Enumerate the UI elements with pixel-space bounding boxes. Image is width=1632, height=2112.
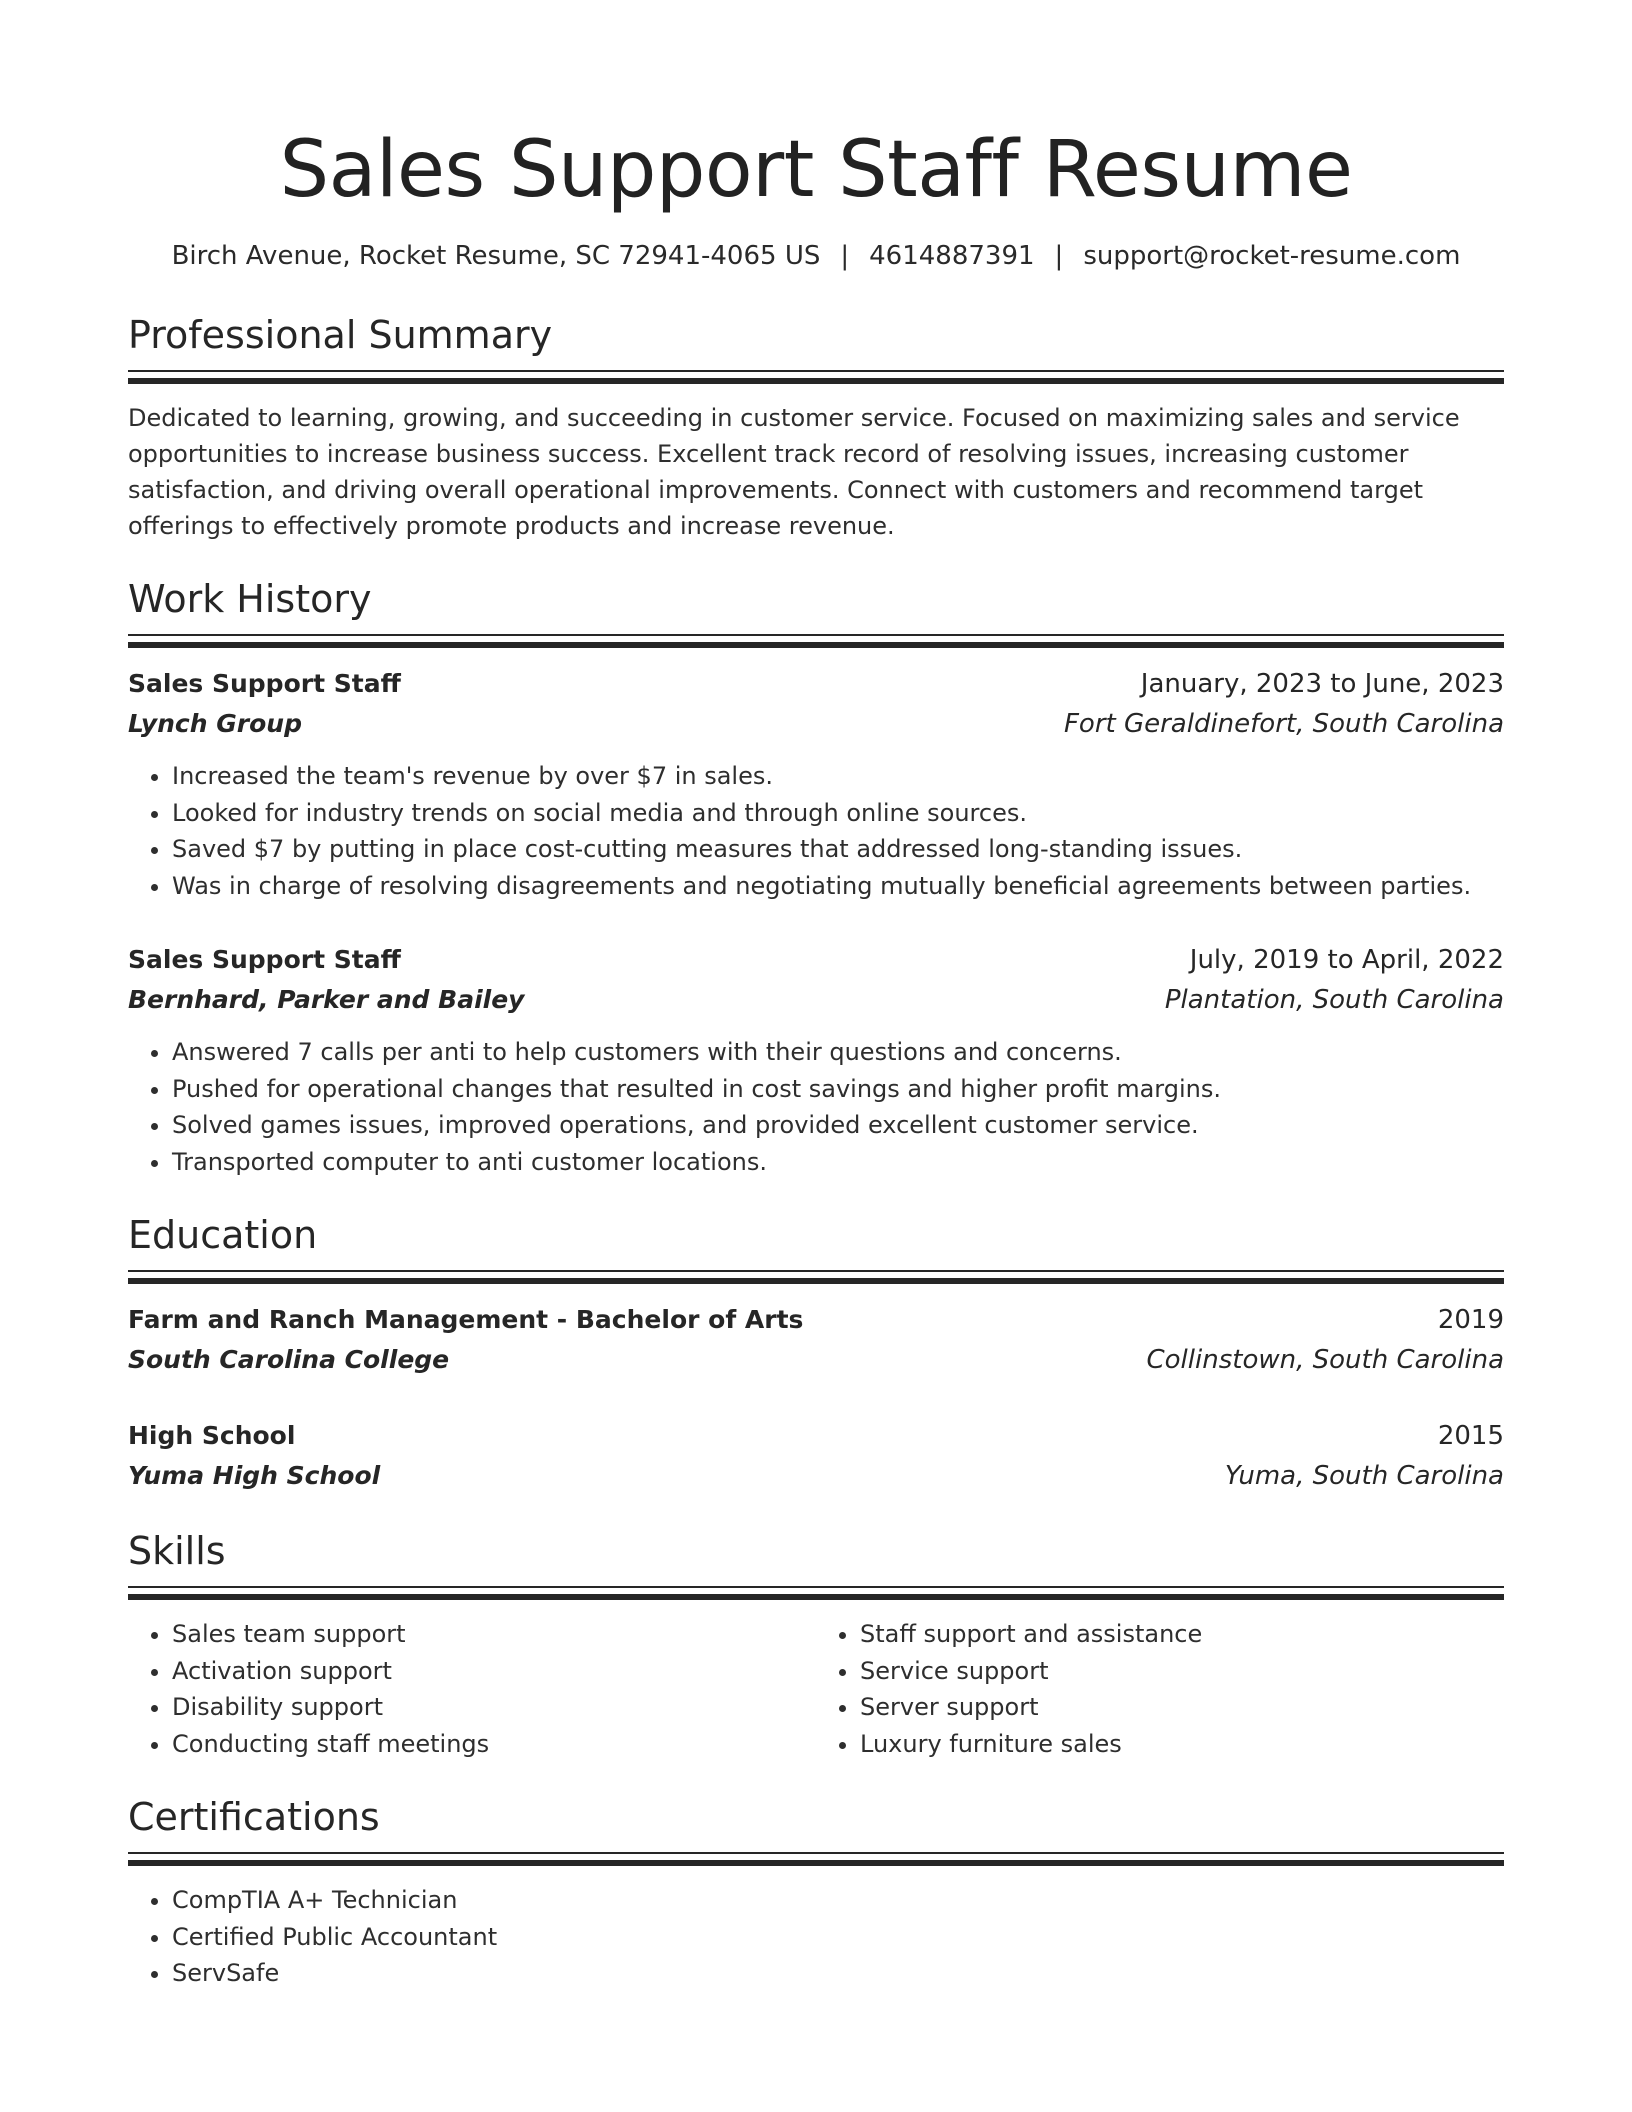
list-item: • Disability support	[172, 1689, 816, 1726]
job-entry	[128, 664, 1504, 904]
job-location: Plantation, South Carolina	[1164, 985, 1504, 1015]
education-location: Yuma, South Carolina	[1224, 1461, 1504, 1491]
certifications-section	[128, 1792, 1504, 1992]
section-heading: Certifications	[128, 1795, 380, 1839]
list-item: • Increased the team's revenue by over $7 in sales.	[172, 758, 1504, 795]
section-divider	[128, 370, 1504, 384]
job-bullets	[128, 1034, 1504, 1180]
job-bullets	[128, 758, 1504, 904]
section-heading: Work History	[128, 577, 372, 621]
job-entry	[128, 940, 1504, 1180]
skills-section	[128, 1526, 1504, 1762]
job-dates: January, 2023 to June, 2023	[1140, 669, 1504, 699]
section-heading: Skills	[128, 1529, 226, 1573]
section-divider	[128, 1852, 1504, 1866]
certifications-list	[128, 1882, 1504, 1992]
contact-address: Birch Avenue, Rocket Resume, SC 72941-4065 US	[171, 241, 821, 271]
list-item: • CompTIA A+ Technician	[172, 1882, 1504, 1919]
summary-section	[128, 310, 1504, 544]
list-item: • Server support	[860, 1689, 1504, 1726]
resume-title: Sales Support Staff Resume	[279, 125, 1353, 215]
list-item: • Luxury furniture sales	[860, 1726, 1504, 1763]
list-item: • Service support	[860, 1653, 1504, 1690]
education-degree: High School	[128, 1421, 296, 1450]
job-company: Bernhard, Parker and Bailey	[128, 985, 525, 1014]
education-degree: Farm and Ranch Management - Bachelor of Arts	[128, 1305, 804, 1334]
section-divider	[128, 1270, 1504, 1284]
contact-separator: |	[1054, 241, 1064, 271]
summary-text: Dedicated to learning, growing, and succeeding in customer service. Focused on maximizing sales and service opportunities to increase business success. Excellent track record of resolving issues, increasing customer satisfaction, and driving overall operational improvements. Connect with customers and recommend target offerings to effectively promote products and increase revenue.	[128, 404, 1460, 540]
job-dates: July, 2019 to April, 2022	[1189, 945, 1504, 975]
section-divider	[128, 1586, 1504, 1600]
list-item: • Saved $7 by putting in place cost-cutting measures that addressed long-standing issues.	[172, 831, 1504, 868]
job-title: Sales Support Staff	[128, 945, 401, 974]
list-item: • Staff support and assistance	[860, 1616, 1504, 1653]
education-year: 2019	[1437, 1305, 1504, 1335]
skills-grid	[128, 1616, 1504, 1762]
job-company: Lynch Group	[128, 709, 302, 738]
contact-separator: |	[840, 241, 850, 271]
list-item: • Was in charge of resolving disagreements and negotiating mutually beneficial agreements between parties.	[172, 868, 1504, 905]
contact-line	[128, 238, 1504, 274]
education-school: South Carolina College	[128, 1345, 450, 1374]
education-school: Yuma High School	[128, 1461, 381, 1490]
education-section	[128, 1210, 1504, 1496]
education-entry	[128, 1300, 1504, 1380]
section-divider	[128, 634, 1504, 648]
list-item: • Answered 7 calls per anti to help customers with their questions and concerns.	[172, 1034, 1504, 1071]
list-item: • Activation support	[172, 1653, 816, 1690]
list-item: • Conducting staff meetings	[172, 1726, 816, 1763]
list-item: • Solved games issues, improved operations, and provided excellent customer service.	[172, 1107, 1504, 1144]
section-heading: Professional Summary	[128, 313, 553, 357]
job-location: Fort Geraldinefort, South Carolina	[1063, 709, 1504, 739]
list-item: • Certified Public Accountant	[172, 1919, 1504, 1956]
education-entry	[128, 1416, 1504, 1496]
skills-column-left	[128, 1616, 816, 1762]
list-item: • Pushed for operational changes that resulted in cost savings and higher profit margins.	[172, 1071, 1504, 1108]
list-item: • ServSafe	[172, 1955, 1504, 1992]
list-item: • Looked for industry trends on social media and through online sources.	[172, 795, 1504, 832]
list-item: • Sales team support	[172, 1616, 816, 1653]
work-history-section	[128, 574, 1504, 1180]
list-item: • Transported computer to anti customer locations.	[172, 1144, 1504, 1181]
education-location: Collinstown, South Carolina	[1146, 1345, 1504, 1375]
contact-email: support@rocket-resume.com	[1083, 241, 1461, 271]
skills-column-right	[816, 1616, 1504, 1762]
section-heading: Education	[128, 1213, 318, 1257]
education-year: 2015	[1437, 1421, 1504, 1451]
job-title: Sales Support Staff	[128, 669, 401, 698]
contact-phone: 4614887391	[869, 241, 1035, 271]
